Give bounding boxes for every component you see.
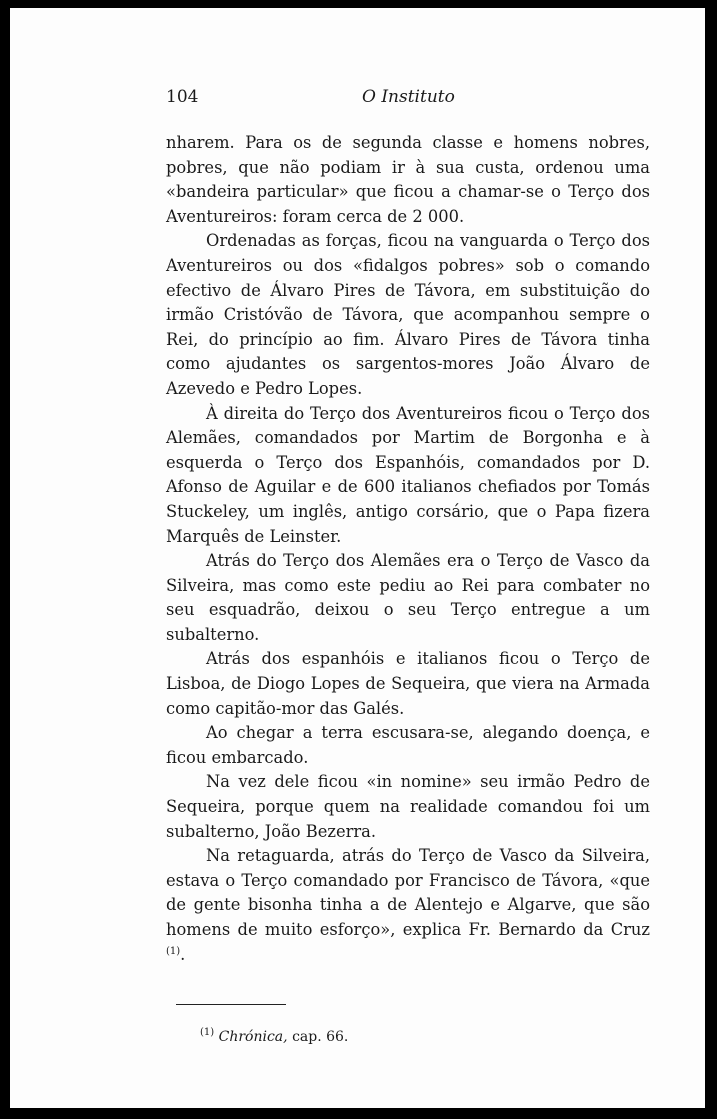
running-head bbox=[166, 84, 650, 110]
footnote-marker: (1) bbox=[200, 1027, 215, 1039]
paragraph: Atrás dos espanhóis e italianos ficou o Terço de Lisboa, de Diogo Lopes de Sequeira, que viera na Armada como capitão-mor das Galés. bbox=[166, 649, 650, 718]
paragraph: À direita do Terço dos Aventureiros ficou o Terço dos Alemães, comandados por Martim de Borgonha e à esquerda o Terço dos Espanhóis, comandados por D. Afonso de Aguilar e de 600 italianos chefiados por Tomás Stuckeley, um inglês, antigo corsário, que o Papa fizera Marquês de Leinster. bbox=[166, 403, 650, 546]
footnote-rule bbox=[176, 1004, 286, 1005]
paragraph-last bbox=[166, 844, 650, 967]
paragraph: Ordenadas as forças, ficou na vanguarda o Terço dos Aventureiros ou dos «fidalgos pobres» sob o comando efectivo de Álvaro Pires de Távora, em substituição do irmão Cristóvão de Távora, que acompanhou sempre o Rei, do princípio ao fim. Álvaro Pires de Távora tinha como ajudantes os sargentos-mores João Álvaro de Azevedo e Pedro Lopes. bbox=[166, 231, 650, 398]
footnote-work-title: Chrónica, bbox=[218, 1029, 288, 1046]
footnote bbox=[200, 1027, 650, 1047]
paragraph-last-text: Na retaguarda, atrás do Terço de Vasco da Silveira, estava o Terço comandado por Francisco de Távora, «que de gente bisonha tinha a de Alentejo e Algarve, que são homens de muito esforço», explica Fr. Bernardo da Cruz bbox=[166, 846, 650, 939]
body-text bbox=[166, 131, 650, 967]
paragraph-last-end: . bbox=[180, 944, 186, 964]
paragraph-continuation: nharem. Para os de segunda classe e homens nobres, pobres, que não podiam ir à sua custa, ordenou uma «bandeira particular» que ficou a chamar-se o Terço dos Aventureiros: foram cerca de 2 000. bbox=[166, 133, 650, 226]
page-content bbox=[166, 84, 650, 1047]
footnote-reference: (1) bbox=[166, 945, 181, 957]
paragraph: Ao chegar a terra escusara-se, alegando doença, e ficou embarcado. bbox=[166, 723, 650, 767]
paragraph: Na vez dele ficou «in nomine» seu irmão Pedro de Sequeira, porque quem na realidade comandou foi um subalterno, João Bezerra. bbox=[166, 772, 650, 841]
page-number: 104 bbox=[166, 87, 199, 107]
running-title: O Instituto bbox=[362, 87, 455, 107]
footnote-page-ref: cap. 66. bbox=[292, 1029, 349, 1046]
book-page bbox=[10, 8, 705, 1108]
paragraph: Atrás do Terço dos Alemães era o Terço de Vasco da Silveira, mas como este pediu ao Rei para combater no seu esquadrão, deixou o seu Terço entregue a um subalterno. bbox=[166, 551, 650, 644]
